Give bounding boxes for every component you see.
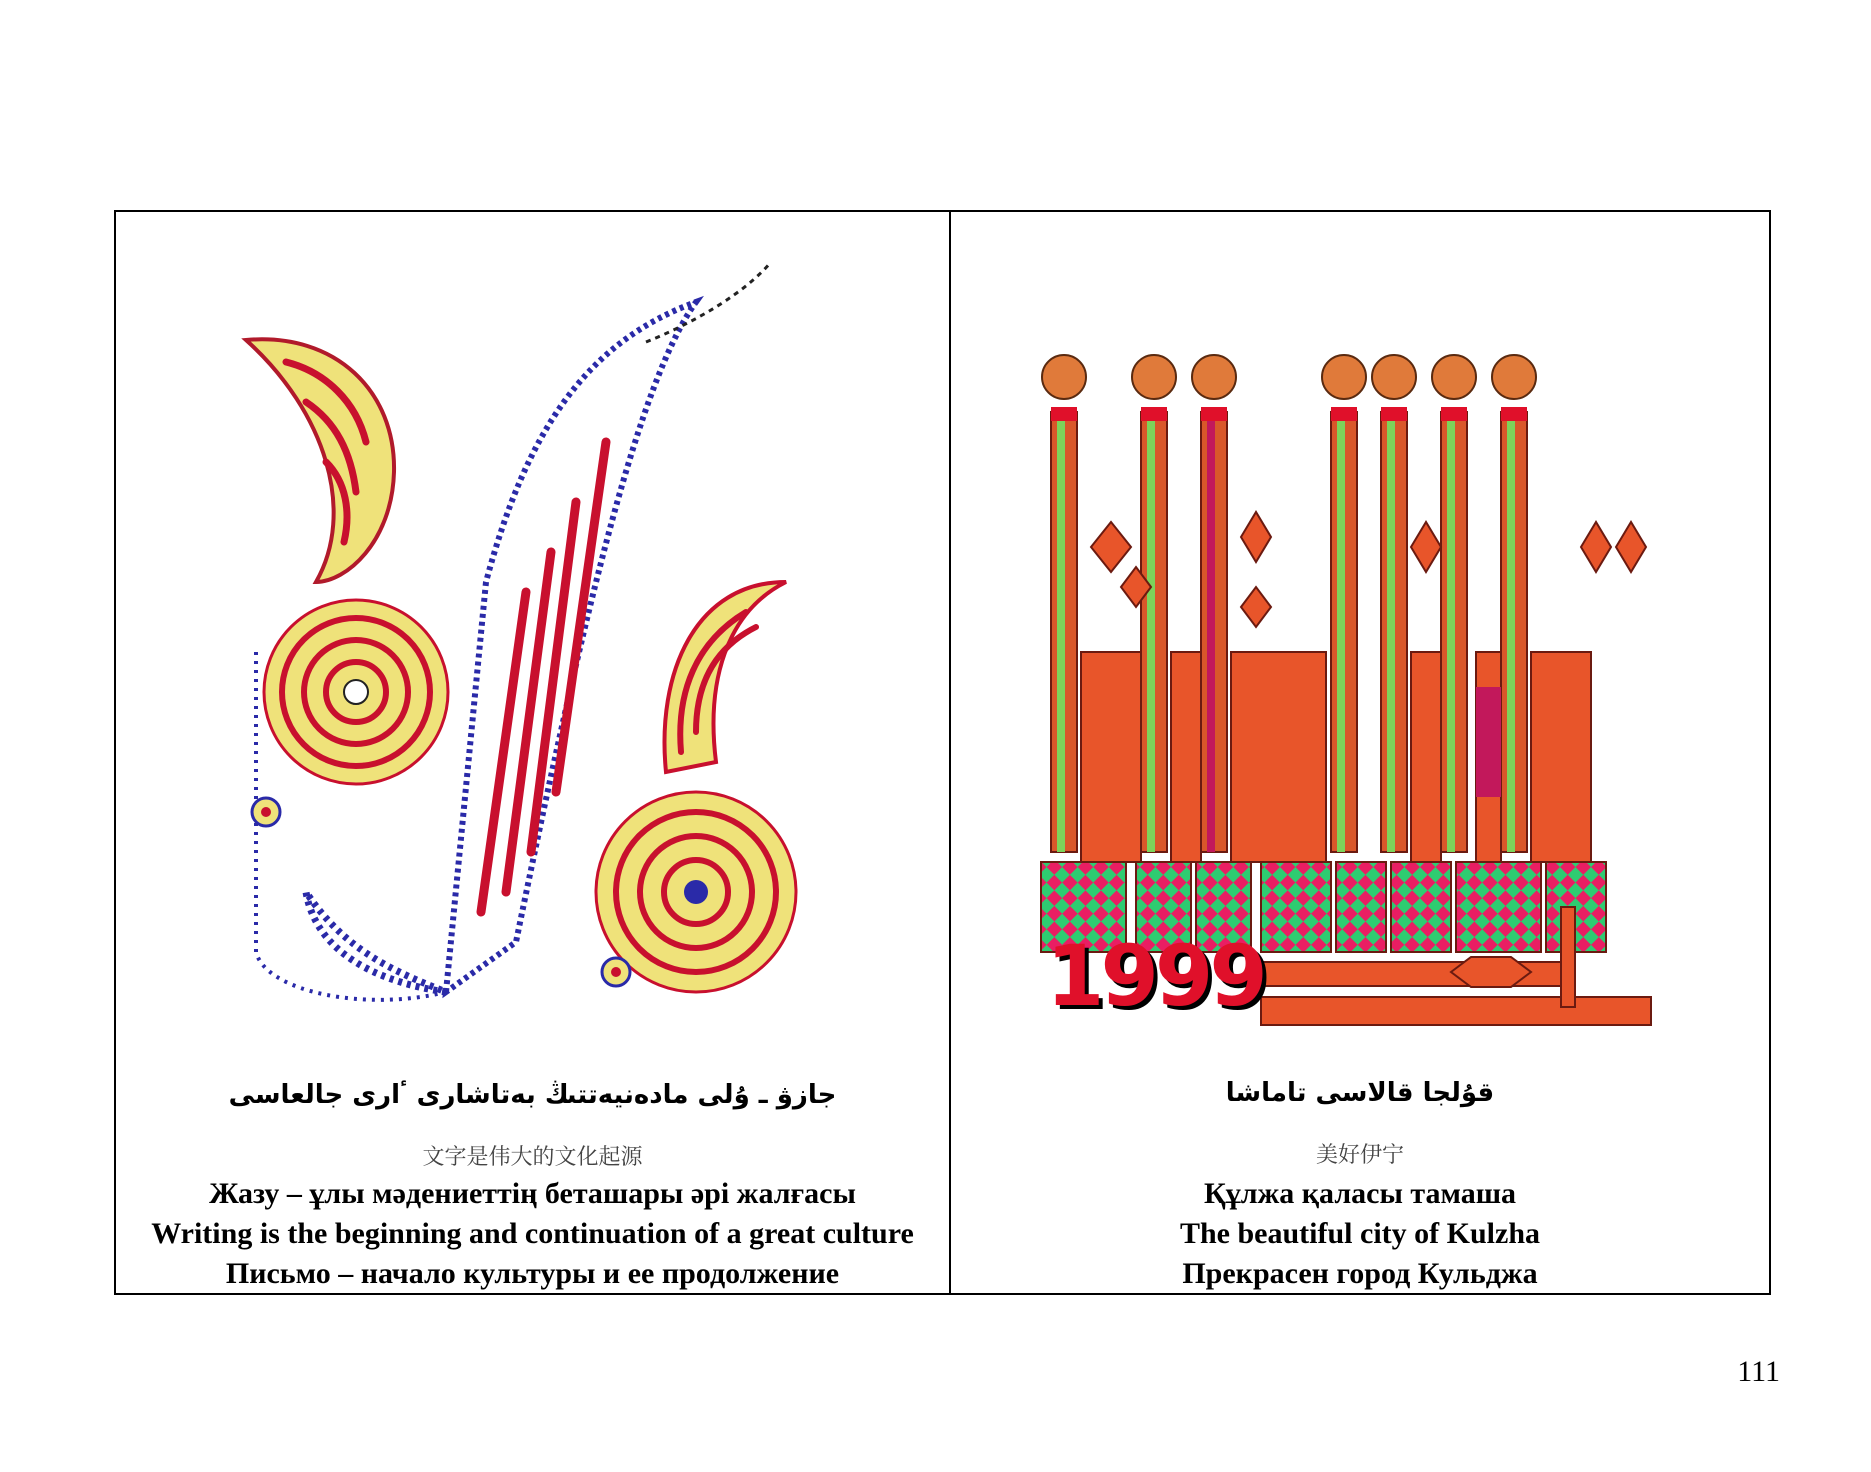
- illustration-table: [114, 210, 1771, 1295]
- calligraphy-artwork: [226, 252, 826, 1012]
- right-caption-kazakh: Құлжа қаласы тамаша: [1203, 1177, 1517, 1210]
- left-caption-english: Writing is the beginning and continuation of a great culture: [151, 1217, 914, 1250]
- left-caption-russian: Письмо – начало культуры и ее продолжение: [225, 1257, 840, 1290]
- right-title-uyghur: قۇلجا قالاسى تاماشا: [1225, 1078, 1495, 1108]
- year-label: 1999: [1046, 927, 1264, 1025]
- right-panel: [951, 212, 1769, 1293]
- left-title-chinese: 文字是伟大的文化起源: [422, 1145, 643, 1170]
- kulzha-artwork: [1031, 307, 1671, 1027]
- right-caption-english: The beautiful city of Kulzha: [1179, 1217, 1540, 1250]
- right-caption-russian: Прекрасен город Кульджа: [1182, 1257, 1538, 1290]
- right-title-chinese: 美好伊宁: [1315, 1143, 1404, 1168]
- page-number: 111: [1737, 1355, 1780, 1388]
- left-panel: [116, 212, 951, 1293]
- left-caption-kazakh: Жазу – ұлы мәдениеттің беташары әрі жалғасы: [209, 1177, 856, 1210]
- left-title-uyghur: جازۋ ـ ۇلى مادەنيەتتىڭ بەتاشارى ٴارى جالعاسى: [228, 1080, 837, 1110]
